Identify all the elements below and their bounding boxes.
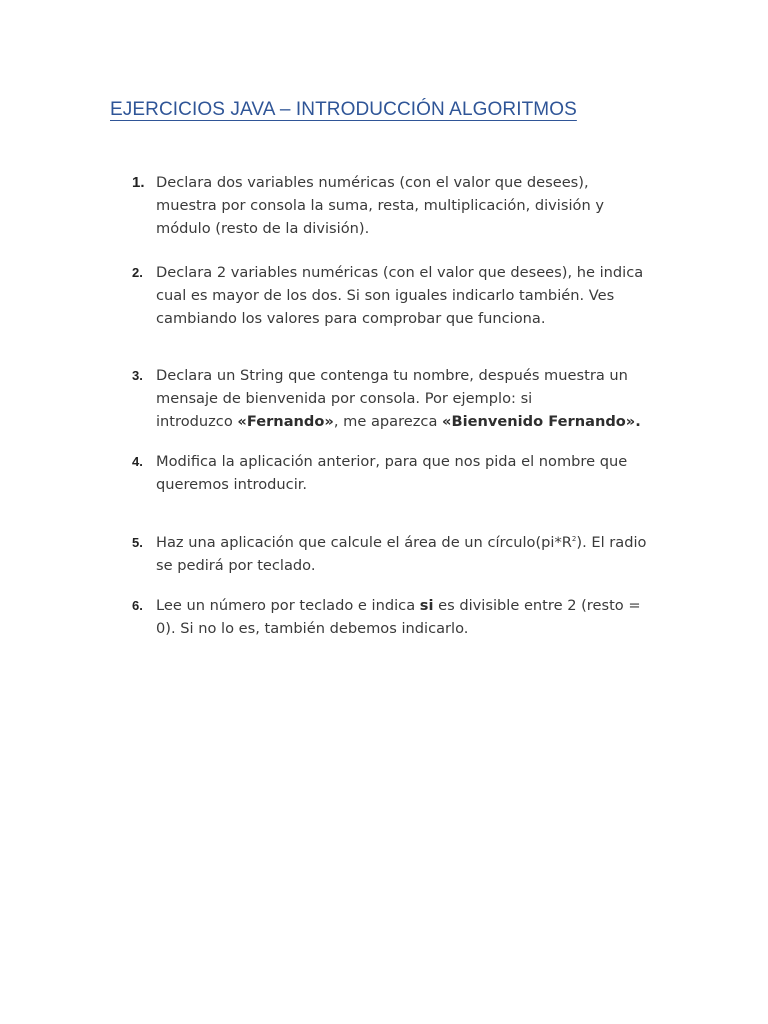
item-number: 2. [132,265,143,280]
item-text-line: muestra por consola la suma, resta, multiplicación, división y [156,197,604,214]
item-text-line [156,531,661,554]
item-number: 5. [132,535,143,550]
text-segment: es divisible entre 2 (resto = [433,597,641,614]
item-text-line: cual es mayor de los dos. Si son iguales indicarlo también. Ves [156,287,615,304]
item-text-line: Modifica la aplicación anterior, para que nos pida el nombre que [156,453,628,470]
item-text [156,171,661,240]
example-output: «Bienvenido Fernando». [442,413,641,430]
emphasis: si [419,597,434,614]
page-title: EJERCICIOS JAVA – INTRODUCCIÓN ALGORITMOS [110,99,577,120]
text-segment: Haz una aplicación que calcule el área de un círculo(pi*R [156,534,572,551]
item-number: 1. [132,174,145,191]
item-text-line [156,594,661,617]
text-segment: introduzco [156,413,238,430]
item-text [156,364,661,433]
item-number: 4. [132,454,143,469]
item-text [156,531,661,577]
example-input: «Fernando» [237,413,334,430]
item-text-line: mensaje de bienvenida por consola. Por ejemplo: si [156,390,533,407]
item-text-line: Declara dos variables numéricas (con el valor que desees), [156,174,589,191]
item-number: 3. [132,368,143,383]
item-text [156,594,661,640]
text-segment: ). El radio [576,534,647,551]
item-text-line [156,410,661,433]
item-text-line: Declara 2 variables numéricas (con el valor que desees), he indica [156,264,644,281]
text-segment: , me aparezca [333,413,443,430]
item-number: 6. [132,598,143,613]
item-text-line: módulo (resto de la división). [156,220,370,237]
text-segment: Lee un número por teclado e indica [156,597,420,614]
item-text-line: Declara un String que contenga tu nombre, después muestra un [156,367,628,384]
item-text-line: 0). Si no lo es, también debemos indicarlo. [156,620,469,637]
item-text-line: cambiando los valores para comprobar que funciona. [156,310,546,327]
superscript: 2 [571,535,577,543]
item-text-line: se pedirá por teclado. [156,557,316,574]
item-text-line: queremos introducir. [156,476,308,493]
item-text [156,261,661,330]
item-text [156,450,661,496]
